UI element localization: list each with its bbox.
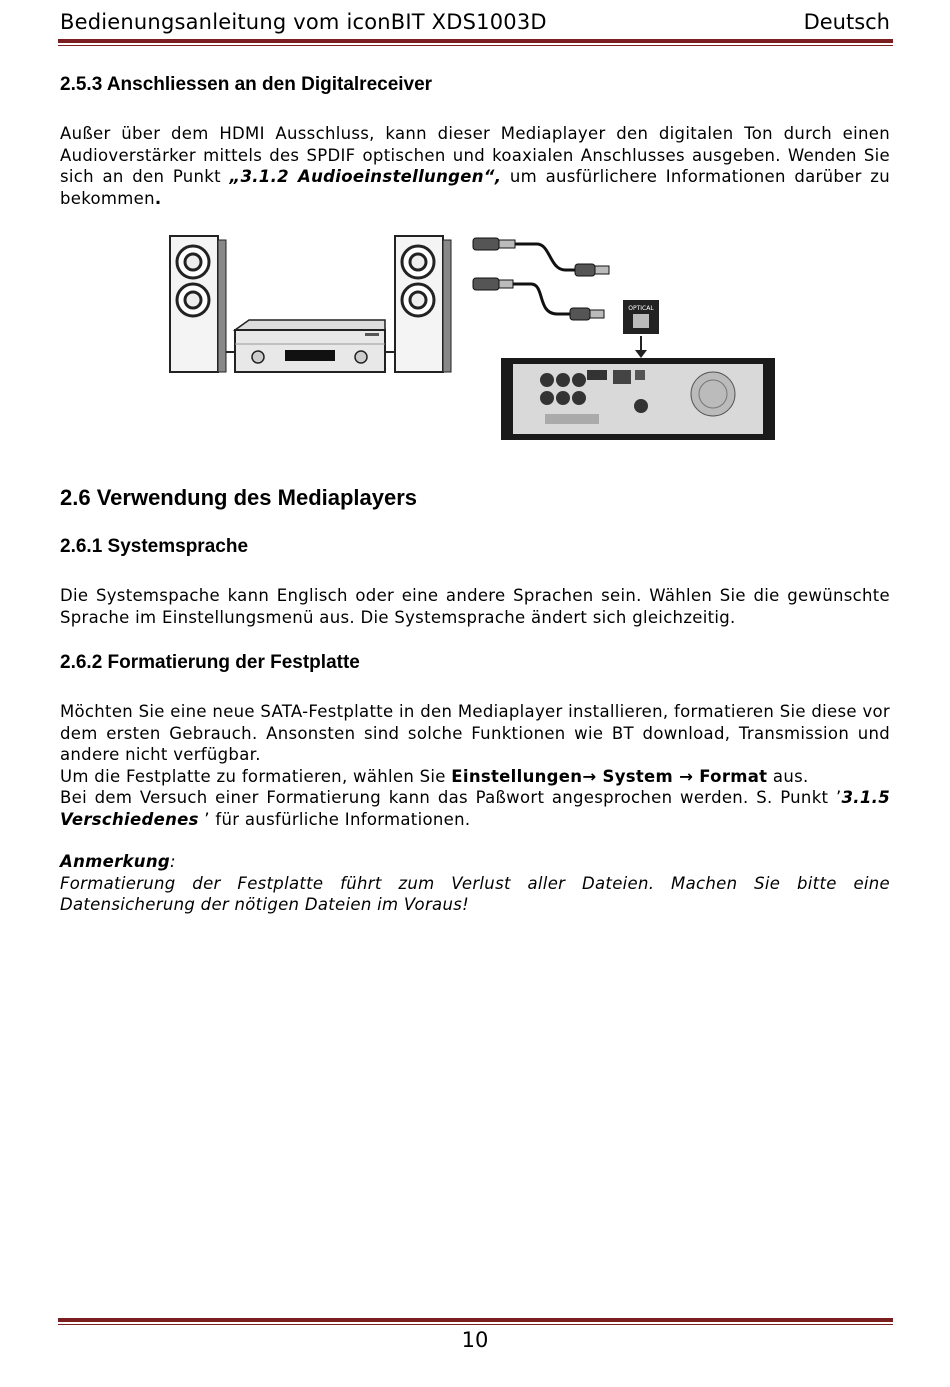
right-speaker-icon: [395, 236, 451, 372]
text: Um die Festplatte zu formatieren, wählen Sie: [60, 766, 452, 786]
text: .: [154, 188, 162, 208]
menu-path-system: System: [596, 766, 680, 786]
text: um ausfürlichere Informationen darüber zu bekommen: [60, 167, 890, 208]
amplifier-icon: [235, 320, 385, 372]
heading-2-6-2: 2.6.2 Formatierung der Festplatte: [60, 652, 360, 673]
text: Bei dem Versuch einer Formatierung kann das Paßwort angesprochen werden. S. Punkt ’: [60, 788, 842, 807]
arrow-icon: →: [679, 766, 694, 786]
heading-2-6: 2.6 Verwendung des Mediaplayers: [60, 485, 418, 510]
footer-rule: [58, 1318, 893, 1322]
coaxial-cable-icon: [473, 238, 609, 276]
left-speaker-icon: [170, 236, 226, 372]
text: ’ für ausfürliche Informationen.: [198, 809, 471, 829]
heading-2-5-3: 2.5.3 Anschliessen an den Digitalreceiver: [60, 74, 433, 95]
note-label: Anmerkung: [60, 852, 171, 871]
header-rule-thin: [58, 45, 893, 46]
text: Möchten Sie eine neue SATA-Festplatte in den Mediaplayer installieren, formatieren Sie diese vor dem ersten Gebrauch. Ansonsten sind solche Funktionen wie BT download, Transmission und andere nicht verfügbar.: [60, 702, 890, 764]
paragraph-format-disk: [60, 701, 890, 830]
text: Außer über dem HDMI Ausschluss, kann dieser Mediaplayer den digitalen Ton durch einen Audioverstärker mittels des SPDIF optischen und koaxialen Anschlusses ausgeben. Wenden Sie sich an den Punkt: [60, 124, 890, 186]
media-player-rear-icon: [501, 358, 775, 440]
arrow-icon: →: [582, 766, 597, 786]
paragraph-system-language: Die Systemspache kann Englisch oder eine andere Sprachen sein. Wählen Sie die gewünschte Sprache im Einstellungsmenü aus. Die Systemsprache ändert sich gleichzeitig.: [60, 586, 890, 627]
page-header: [60, 8, 890, 38]
language-label: Deutsch: [803, 10, 890, 34]
connection-diagram: [165, 230, 780, 445]
heading-2-6-1: 2.6.1 Systemsprache: [60, 536, 249, 557]
text: :: [170, 852, 176, 871]
optical-label: OPTICAL: [628, 305, 654, 312]
header-rule: [58, 39, 893, 43]
note-block: [60, 851, 890, 916]
optical-cable-icon: [473, 278, 604, 320]
footer-rule-thin: [58, 1324, 893, 1325]
document-title: Bedienungsanleitung vom iconBIT XDS1003D: [60, 10, 547, 34]
paragraph-digital-receiver: [60, 123, 890, 209]
reference-misc: 3.1.5 Verschiedenes: [60, 788, 890, 829]
menu-path-format: Format: [693, 766, 768, 786]
optical-port-icon: [623, 300, 659, 358]
page-number: 10: [461, 1328, 489, 1352]
menu-path-settings: Einstellungen: [451, 766, 583, 786]
text: aus.: [767, 766, 809, 786]
reference-audio-settings: „3.1.2 Audioeinstellungen“,: [229, 167, 502, 186]
note-text: Formatierung der Festplatte führt zum Verlust aller Dateien. Machen Sie bitte eine Datensicherung der nötigen Dateien im Voraus!: [60, 873, 890, 914]
